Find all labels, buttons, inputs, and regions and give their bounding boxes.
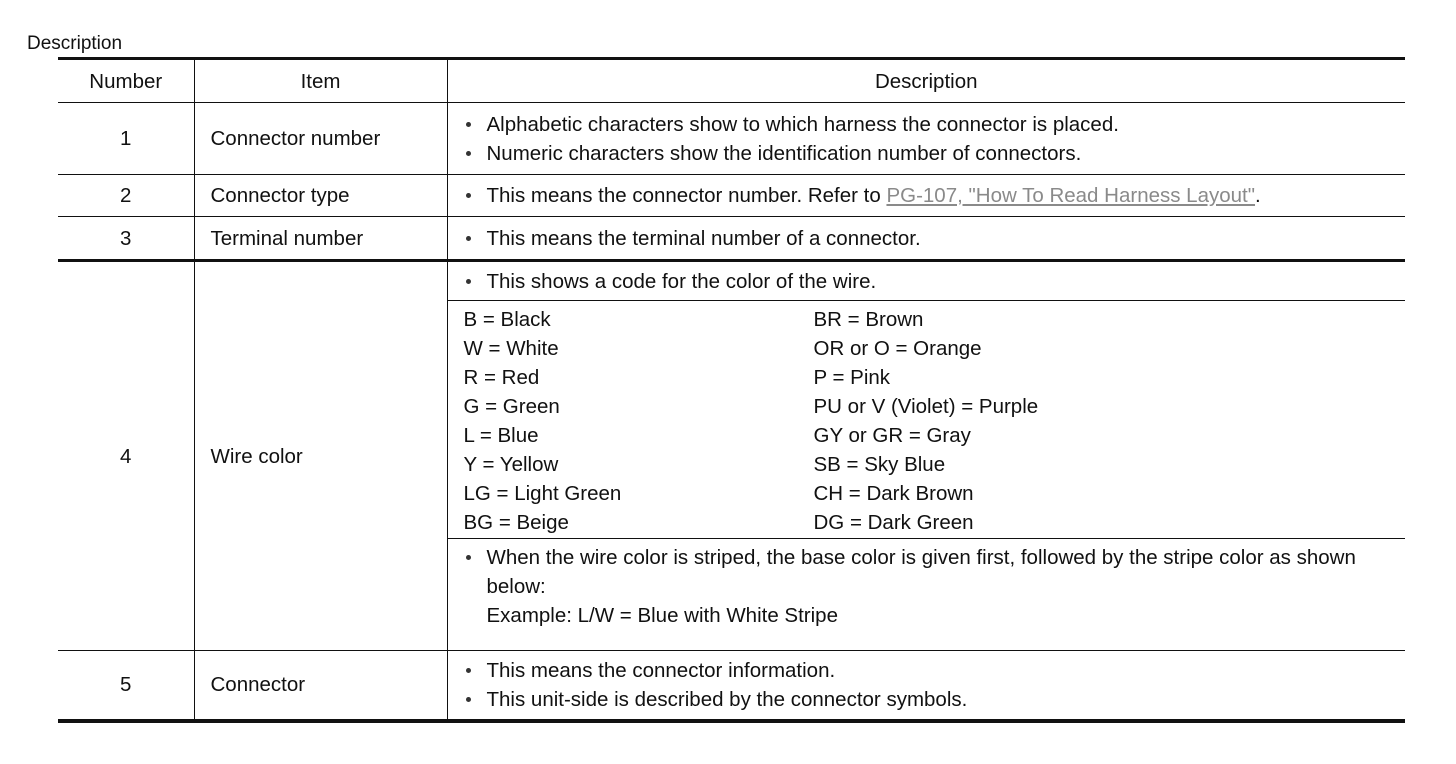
reference-text: This means the connector number. Refer to (486, 184, 887, 207)
wire-color-codes (448, 300, 1406, 538)
row-number: 2 (58, 175, 194, 217)
bullet-item: Alphabetic characters show to which harness the connector is placed. (464, 110, 1406, 139)
table-row (58, 103, 1405, 175)
color-code: R = Red (463, 366, 540, 389)
color-list-right (814, 305, 1406, 534)
row-item: Connector (194, 651, 447, 721)
color-list-left (464, 305, 814, 534)
color-code: CH = Dark Brown (813, 482, 974, 505)
color-code: SB = Sky Blue (813, 453, 946, 476)
wire-color-intro (448, 262, 1406, 300)
row-item: Connector type (194, 175, 447, 217)
header-item: Item (194, 59, 447, 103)
row-number: 3 (58, 217, 194, 261)
table-row (58, 651, 1405, 721)
color-code: W = White (463, 337, 559, 360)
bullet-item: This unit-side is described by the connector symbols. (464, 685, 1406, 714)
bullet-item: This means the terminal number of a connector. (464, 224, 1406, 253)
color-code: BG = Beige (463, 511, 569, 534)
table-row (58, 217, 1405, 261)
color-code: DG = Dark Green (813, 511, 974, 534)
table-row (58, 175, 1405, 217)
table-caption: Description (27, 33, 123, 54)
description-table (58, 57, 1405, 723)
header-number: Number (58, 59, 194, 103)
table-header-row (58, 59, 1405, 103)
color-code: G = Green (463, 395, 560, 418)
stripe-note-text: When the wire color is striped, the base color is given first, followed by the stripe color as shown below: (486, 546, 1356, 598)
harness-layout-link[interactable]: PG-107, "How To Read Harness Layout" (886, 184, 1256, 207)
table-row (58, 261, 1405, 651)
header-description: Description (447, 59, 1405, 103)
color-code: GY or GR = Gray (813, 424, 971, 447)
color-code: LG = Light Green (463, 482, 622, 505)
color-code: B = Black (463, 308, 551, 331)
bullet-item (464, 543, 1406, 630)
row-number: 4 (58, 261, 194, 651)
row-description (447, 651, 1405, 721)
color-code: PU or V (Violet) = Purple (813, 395, 1039, 418)
color-code: P = Pink (813, 366, 891, 389)
bullet-item (464, 181, 1406, 210)
reference-period: . (1255, 184, 1261, 207)
row-description (447, 261, 1405, 651)
row-number: 5 (58, 651, 194, 721)
row-item: Terminal number (194, 217, 447, 261)
stripe-example: Example: L/W = Blue with White Stripe (486, 604, 838, 627)
bullet-item: This shows a code for the color of the wire. (464, 267, 1406, 296)
color-code: OR or O = Orange (813, 337, 982, 360)
row-item: Connector number (194, 103, 447, 175)
row-description (447, 217, 1405, 261)
stripe-note (448, 538, 1406, 638)
bullet-item: This means the connector information. (464, 656, 1406, 685)
row-item: Wire color (194, 261, 447, 651)
color-code: BR = Brown (813, 308, 924, 331)
row-description (447, 175, 1405, 217)
bullet-item: Numeric characters show the identification number of connectors. (464, 139, 1406, 168)
color-code: Y = Yellow (463, 453, 559, 476)
row-number: 1 (58, 103, 194, 175)
color-code: L = Blue (463, 424, 539, 447)
row-description (447, 103, 1405, 175)
